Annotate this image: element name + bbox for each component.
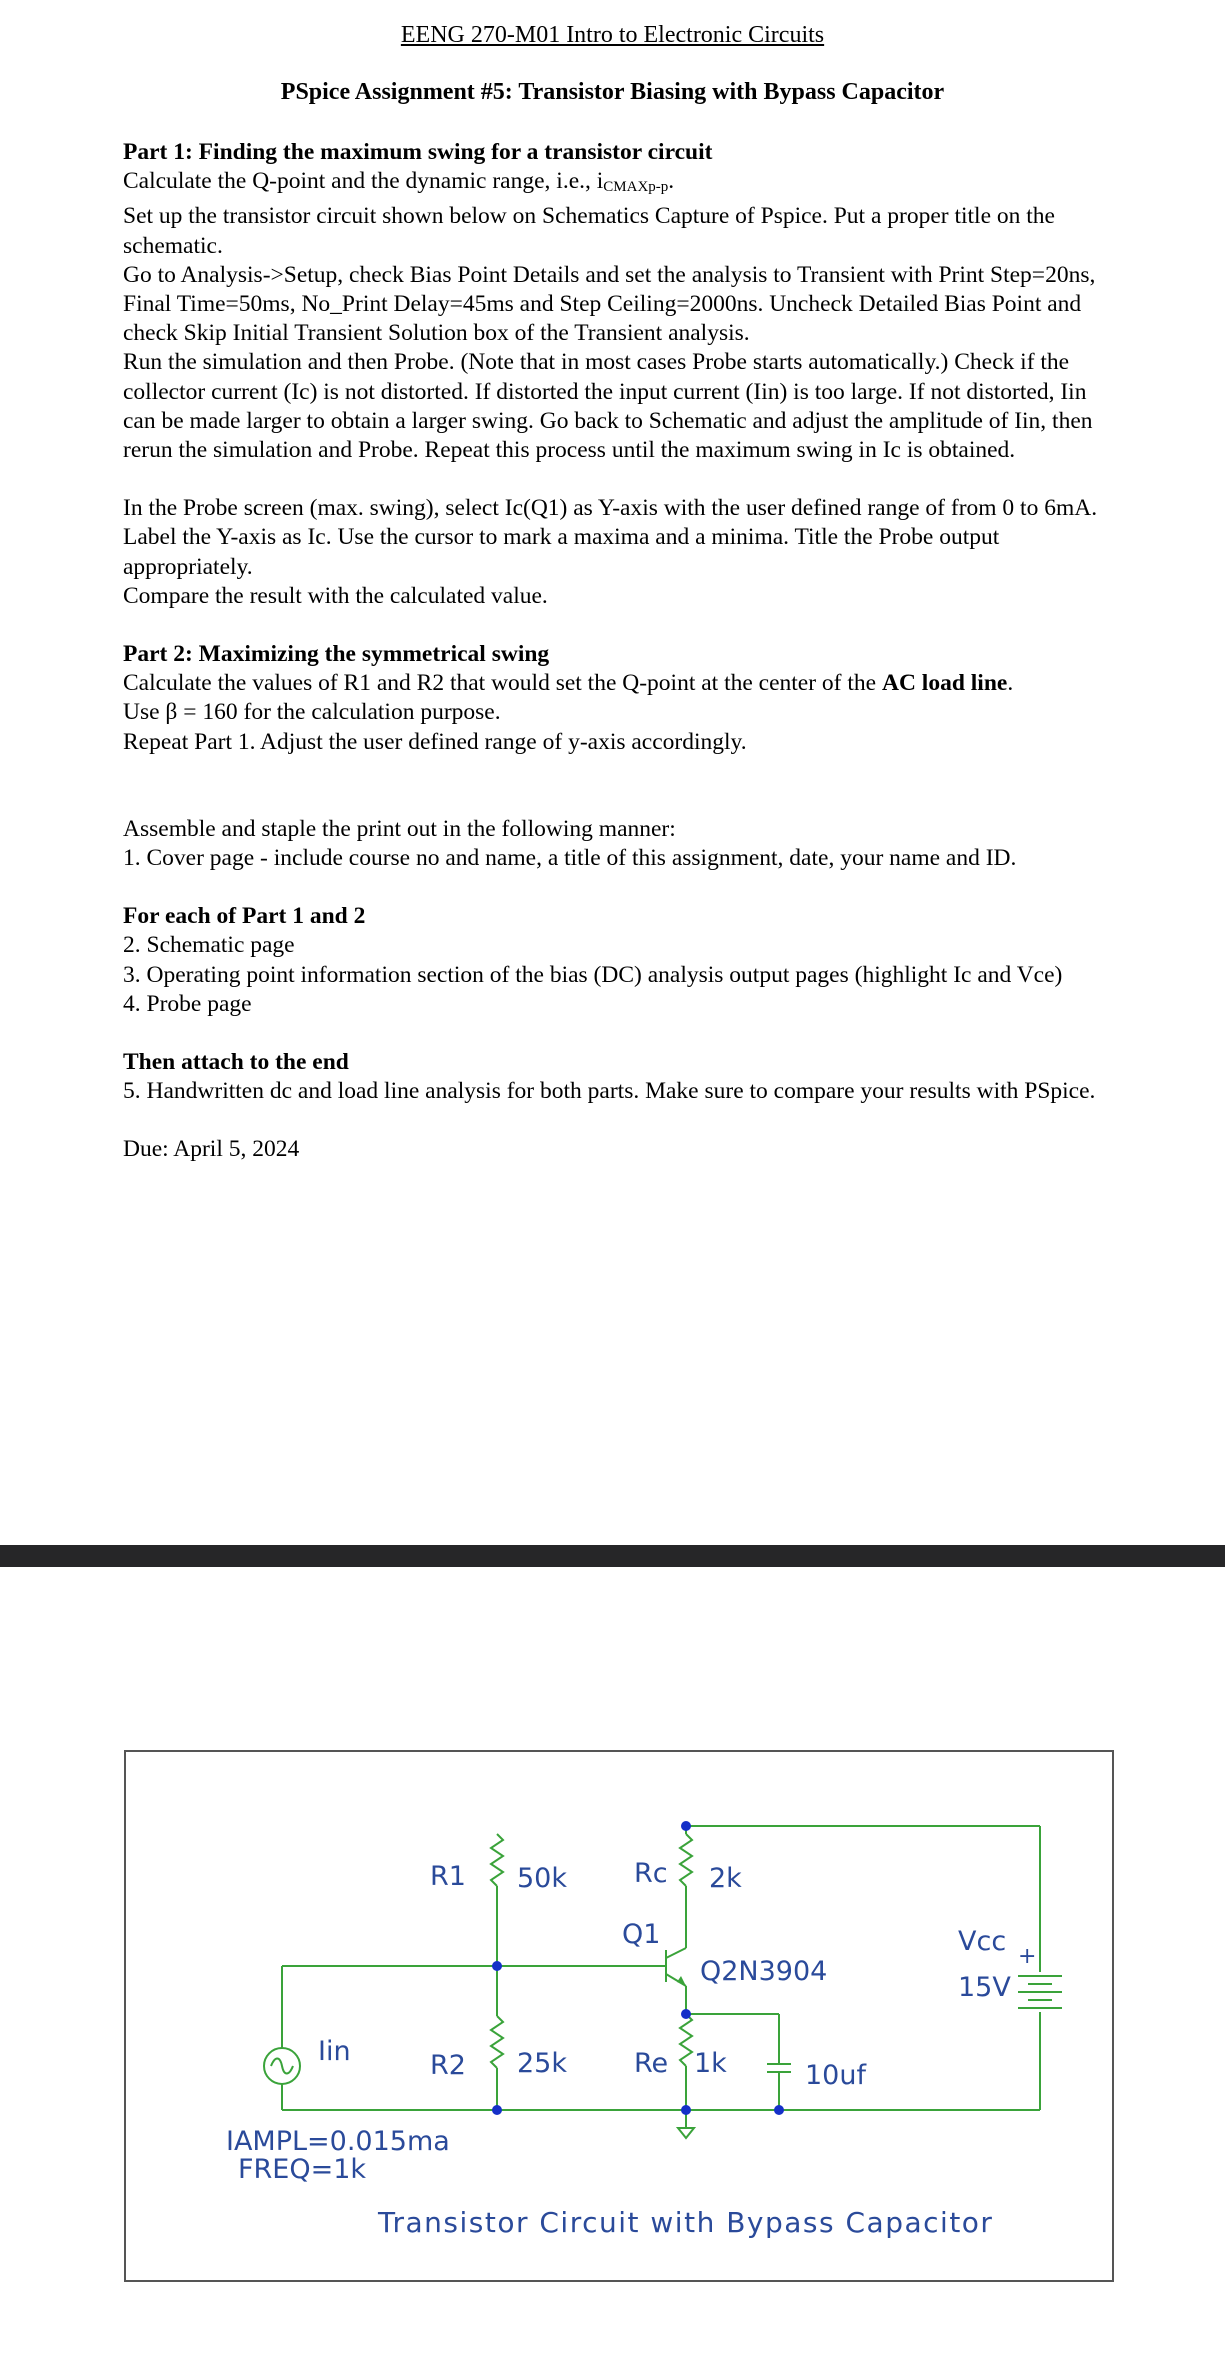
assemble-item2: 2. Schematic page xyxy=(123,932,295,959)
rc-label: Rc xyxy=(634,1858,668,1889)
vcc-label: Vcc xyxy=(958,1926,1007,1957)
part1-para1: Set up the transistor circuit shown below on Schematics Capture of Pspice. Put a proper title on the schematic. xyxy=(123,203,1055,259)
re-value: 1k xyxy=(694,2048,727,2079)
part2-line2: Use β = 160 for the calculation purpose. xyxy=(123,699,501,726)
schematic-title: Transistor Circuit with Bypass Capacitor xyxy=(378,2206,994,2239)
r2-label: R2 xyxy=(430,2050,466,2081)
attach-heading: Then attach to the end xyxy=(123,1049,349,1076)
iin-label: Iin xyxy=(318,2036,351,2067)
vcc-plus: + xyxy=(1018,1944,1037,1969)
r2-value: 25k xyxy=(517,2048,567,2079)
q1-model: Q2N3904 xyxy=(700,1956,828,1987)
part2-line1: Calculate the values of R1 and R2 that would set the Q-point at the center of the AC load line. xyxy=(123,670,1014,697)
part1-para3: Run the simulation and then Probe. (Note that in most cases Probe starts automatically.) Check if the collector current (Ic) is not distorted. If distorted the input current (Iin) is too large. If not distorted, Iin can be made larger to obtain a larger swing. Go back to Schematic and adjust the amplitude of Iin, then rerun the simulation and Probe. Repeat this process until the maximum swing in Ic is obtained. xyxy=(123,349,1093,464)
assemble-item1: 1. Cover page - include course no and name, a title of this assignment, date, your name and ID. xyxy=(123,845,1017,872)
part1-heading: Part 1: Finding the maximum swing for a transistor circuit xyxy=(123,139,713,165)
assemble-item3: 3. Operating point information section of the bias (DC) analysis output pages (highlight Ic and Vce) xyxy=(123,961,1063,988)
due-date: Due: April 5, 2024 xyxy=(123,1136,300,1163)
rc-value: 2k xyxy=(709,1863,742,1894)
assemble-intro: Assemble and staple the print out in the following manner: xyxy=(123,815,676,842)
part1-para4: In the Probe screen (max. swing), select Ic(Q1) as Y-axis with the user defined range of from 0 to 6mA. Label the Y-axis as Ic. Use the cursor to mark a maxima and a minima. Title the Probe output appropriately. xyxy=(123,495,1098,580)
part2-line3: Repeat Part 1. Adjust the user defined range of y-axis accordingly. xyxy=(123,728,747,755)
each-part-heading: For each of Part 1 and 2 xyxy=(123,903,366,930)
course-title: EENG 270-M01 Intro to Electronic Circuits xyxy=(400,22,825,48)
assemble-item4: 4. Probe page xyxy=(123,990,252,1017)
freq-label: FREQ=1k xyxy=(238,2154,367,2185)
assemble-item5: 5. Handwritten dc and load line analysis for both parts. Make sure to compare your results with PSpice. xyxy=(123,1078,1096,1105)
assignment-title: PSpice Assignment #5: Transistor Biasing with Bypass Capacitor xyxy=(280,79,945,105)
part1-para2: Go to Analysis->Setup, check Bias Point Details and set the analysis to Transient with Print Step=20ns, Final Time=50ms, No_Print Delay=45ms and Step Ceiling=2000ns. Uncheck Detailed Bias Point and check Skip Initial Transient Solution box of the Transient analysis. xyxy=(123,261,1096,347)
part2-heading: Part 2: Maximizing the symmetrical swing xyxy=(123,641,550,668)
part1-para5: Compare the result with the calculated value. xyxy=(123,582,548,609)
re-label: Re xyxy=(634,2048,669,2079)
part1-line1: Calculate the Q-point and the dynamic range, i.e., $i_{CMAXp-p}$. xyxy=(123,168,675,196)
iampl-label: IAMPL=0.015ma xyxy=(226,2126,450,2157)
r1-label: R1 xyxy=(430,1861,466,1892)
q1-label: Q1 xyxy=(622,1919,661,1950)
vcc-value: 15V xyxy=(958,1972,1011,2003)
cap-value: 10uf xyxy=(805,2060,866,2091)
r1-value: 50k xyxy=(517,1863,567,1894)
